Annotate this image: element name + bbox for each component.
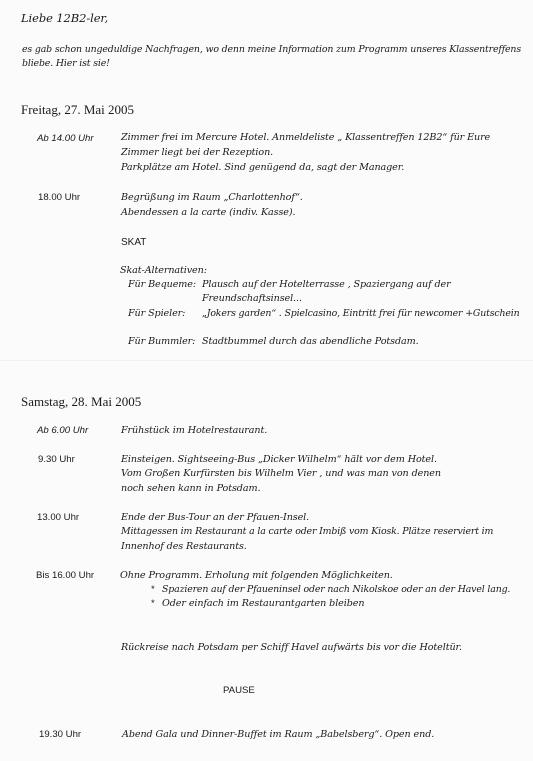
day1-heading: Freitag, 27. Mai 2005 — [21, 102, 135, 117]
day2-block1-text: Frühstück im Hotelrestaurant. — [121, 425, 268, 436]
skat-alternatives-heading: Skat-Alternativen: — [120, 265, 207, 276]
day2-block3-time: 13.00 Uhr — [37, 512, 80, 523]
return-trip: Rückreise nach Potsdam per Schiff Havel aufwärts bis vor die Hoteltür. — [121, 642, 462, 653]
day1-block1-time: Ab 14.00 Uhr — [37, 133, 94, 144]
day1-block2-line-2: Abendessen a la carte (indiv. Kasse). — [121, 207, 296, 218]
bullet-asterisk-icon: * — [151, 584, 155, 595]
bequeme-line-2: Freundschaftsinsel... — [202, 293, 302, 304]
day2-block2-time: 9.30 Uhr — [38, 454, 75, 465]
day1-block2-time: 18.00 Uhr — [38, 192, 81, 203]
bequeme-label: Für Bequeme: — [128, 279, 197, 290]
day2-block4-bullet-1: Spazieren auf der Pfaueninsel oder nach Nikolskoe oder an der Havel lang. — [162, 584, 511, 595]
day1-block1-line-2: Zimmer liegt bei der Rezeption. — [121, 147, 274, 158]
paper-crease — [0, 360, 533, 361]
day1-block1-line-3: Parkplätze am Hotel. Sind genügend da, sagt der Manager. — [121, 162, 405, 173]
day2-block3-line-2: Mittagessen im Restaurant a la carte oder Imbiß vom Kiosk. Plätze reserviert im — [121, 526, 494, 537]
day2-block2-line-1: Einsteigen. Sightseeing-Bus „Dicker Wilhelm“ hält vor dem Hotel. — [121, 454, 437, 465]
bequeme-line-1: Plausch auf der Hotelterrasse , Spaziergang auf der — [202, 279, 451, 290]
day2-block2-line-2: Vom Großen Kurfürsten bis Wilhelm Vier , und was man von denen — [121, 468, 441, 479]
skat-label: SKAT — [121, 237, 147, 248]
intro-line-1: es gab schon ungeduldige Nachfragen, wo denn meine Information zum Programm unseres Klassentreffens — [22, 44, 521, 55]
intro-line-2: bliebe. Hier ist sie! — [22, 58, 110, 69]
greeting: Liebe 12B2-ler, — [21, 11, 109, 25]
day2-block5-text: Abend Gala und Dinner-Buffet im Raum „Babelsberg“. Open end. — [122, 729, 435, 740]
day2-block4-time: Bis 16.00 Uhr — [36, 570, 95, 581]
day2-block2-line-3: noch sehen kann in Potsdam. — [121, 483, 261, 494]
day2-block5-time: 19.30 Uhr — [39, 729, 82, 740]
spieler-label: Für Spieler: — [128, 308, 186, 319]
day2-heading: Samstag, 28. Mai 2005 — [21, 394, 142, 409]
spieler-text: „Jokers garden“ . Spielcasino, Eintritt frei für newcomer +Gutschein — [202, 308, 520, 319]
day1-block1-line-1: Zimmer frei im Mercure Hotel. Anmeldeliste „ Klassentreffen 12B2“ für Eure — [121, 132, 491, 143]
day2-block3-line-3: Innenhof des Restaurants. — [121, 541, 247, 552]
bummler-text: Stadtbummel durch das abendliche Potsdam. — [202, 336, 419, 347]
pause-label: PAUSE — [223, 685, 255, 696]
day2-block1-time: Ab 6.00 Uhr — [37, 425, 89, 436]
bullet-asterisk-icon: * — [151, 598, 155, 609]
day2-block4-intro: Ohne Programm. Erholung mit folgenden Möglichkeiten. — [120, 570, 393, 581]
day2-block3-line-1: Ende der Bus-Tour an der Pfauen-Insel. — [121, 512, 310, 523]
day2-block4-bullet-2: Oder einfach im Restaurantgarten bleiben — [162, 598, 365, 609]
bummler-label: Für Bummler: — [128, 336, 196, 347]
day1-block2-line-1: Begrüßung im Raum „Charlottenhof“. — [121, 192, 303, 203]
